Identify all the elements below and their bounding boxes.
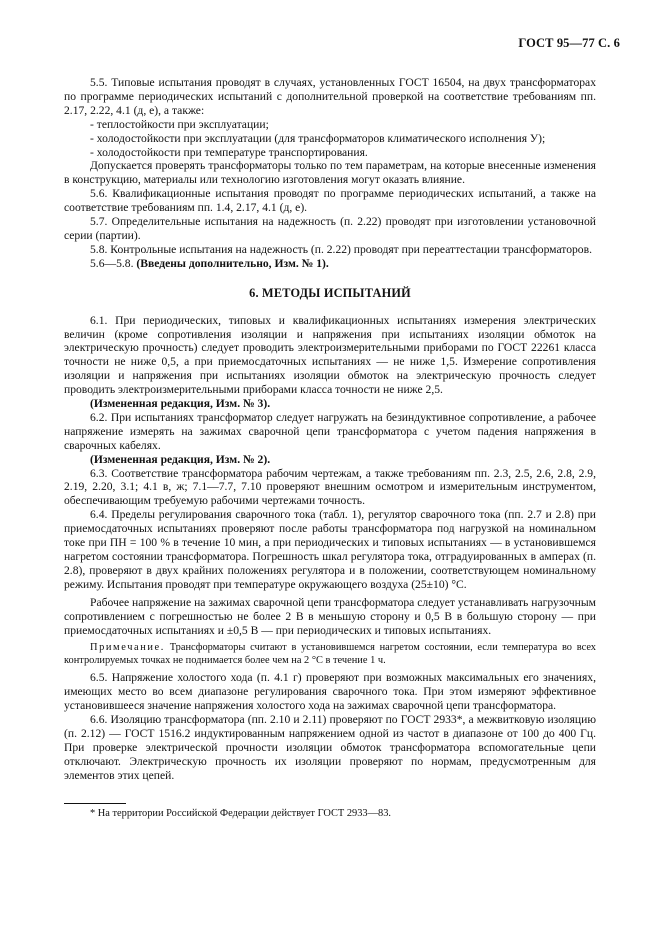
note <box>64 641 596 667</box>
paragraph-allowance: Допускается проверять трансформаторы только по тем параметрам, на которые внесенные изменения в конструкцию, материалы или технологию изготовления могут оказать влияние. <box>64 159 596 187</box>
note-text: Трансформаторы считают в установившемся нагретом состоянии, если температура во всех контролируемых точках не поднимается более чем на 2 °С в течение 1 ч. <box>64 642 596 667</box>
paragraph-6-5: 6.5. Напряжение холостого хода (п. 4.1 г) проверяют при возможных максимальных его значениях, имеющих место во всем диапазоне регулирования сварочного тока. При этом измеряют эффективное установившееся значение напряжения холостого хода на зажимах сварочной цепи трансформатора. <box>64 671 596 713</box>
paragraph-5-6-5-8-amendment <box>64 257 596 271</box>
amendment-note: (Введены дополнительно, Изм. № 1). <box>136 256 329 270</box>
amendment-2: (Измененная редакция, Изм. № 2). <box>90 452 271 466</box>
paragraph-5-6: 5.6. Квалификационные испытания проводят по программе периодических испытаний, а также на соответствие требованиям пп. 1.4, 2.17, 4.1 (д, е). <box>64 187 596 215</box>
list-item-heat-resistance: - теплостойкости при эксплуатации; <box>90 117 269 131</box>
document-body <box>64 76 596 783</box>
paragraph-6-4: 6.4. Пределы регулирования сварочного тока (табл. 1), регулятор сварочного тока (пп. 2.7 и 2.8) при приемосдаточных испытаниях проверяют после работы трансформатора под нагрузкой на номинальном токе при ПН = 100 % в течение 10 мин, а при периодических и типовых испытаниях — в установившемся нагретом состоянии трансформатора. Погрешность шкал регулятора тока, отградуированных в амперах (п. 2.8), проверяют в двух крайних положениях регулятора и в положении, соответствующем номинальному режиму. Испытания проводят при температуре окружающего воздуха (25±10) °С. <box>64 508 596 591</box>
footnote: * На территории Российской Федерации действует ГОСТ 2933—83. <box>90 808 391 819</box>
paragraph-6-2: 6.2. При испытаниях трансформатор следует нагружать на безиндуктивное сопротивление, а рабочее напряжение измерять на зажимах сварочной цепи трансформатора с учетом падения напряжения в сварочных кабелях. <box>64 410 596 452</box>
paragraph-5-5: 5.5. Типовые испытания проводят в случаях, установленных ГОСТ 16504, на двух трансформаторах по программе периодических испытаний с дополнительной проверкой на соответствие требованиям пп. 2.17, 2.22, 4.1 (д, е), а также: <box>64 76 596 117</box>
paragraph-6-6: 6.6. Изоляцию трансформатора (пп. 2.10 и 2.11) проверяют по ГОСТ 2933*, а межвитковую изоляцию (п. 2.12) — ГОСТ 1516.2 индуктированным напряжением одной из частот в диапазоне от 100 до 400 Гц. При проверке электрической прочности изоляции обмоток трансформатора вспомогательные цепи отключают. Электрическую прочность их изоляции проверяют по нормам, предусмотренным для элементов этих цепей. <box>64 713 596 782</box>
amendment-ref: 5.6—5.8. <box>90 256 134 270</box>
list-item-cold-resistance-operation: - холодостойкости при эксплуатации (для трансформаторов климатического исполнения У); <box>90 131 546 145</box>
paragraph-5-8: 5.8. Контрольные испытания на надежность (п. 2.22) проводят при переаттестации трансформаторов. <box>90 242 592 256</box>
paragraph-6-3: 6.3. Соответствие трансформатора рабочим чертежам, а также требованиям пп. 2.3, 2.5, 2.6, 2.8, 2.9, 2.19, 2.20, 3.1; 4.1 в, ж; 7.1—7.7, 7.10 проверяют внешним осмотром и измерительным инструментом, обеспечивающим требуемую рабочими чертежами точность. <box>64 466 596 508</box>
paragraph-5-7: 5.7. Определительные испытания на надежность (п. 2.22) проводят при изготовлении установочной серии (партии). <box>64 215 596 242</box>
paragraph-load-voltage: Рабочее напряжение на зажимах сварочной цепи трансформатора следует устанавливать нагрузочным сопротивлением с погрешностью не более 2 В в меньшую сторону и 0,5 В в большую сторону — при приемосдаточных испытаниях и ±0,5 В — при периодических и типовых испытаниях. <box>64 595 596 637</box>
note-label: Примечание. <box>90 642 165 654</box>
paragraph-6-1: 6.1. При периодических, типовых и квалификационных испытаниях измерения электрических величин (кроме сопротивления изоляции и напряжения при испытаниях изоляции обмоток на электрическую прочность) следует проводить электроизмерительными приборами по ГОСТ 22261 класса точности не ниже 0,5, а при приемосдаточных испытаниях — не ниже 1,5. Измерение сопротивления изоляции и напряжения при испытаниях изоляции обмоток на электрическую прочность следует проводить электроизмерительными приборами класса точности не ниже 2,5. <box>64 313 596 397</box>
footnote-rule <box>64 803 126 804</box>
list-item-cold-resistance-transport: - холодостойкости при температуре транспортирования. <box>90 145 368 159</box>
page-header: ГОСТ 95—77 С. 6 <box>518 36 620 50</box>
section-title: 6. МЕТОДЫ ИСПЫТАНИЙ <box>249 285 411 300</box>
amendment-3: (Измененная редакция, Изм. № 3). <box>90 397 271 411</box>
